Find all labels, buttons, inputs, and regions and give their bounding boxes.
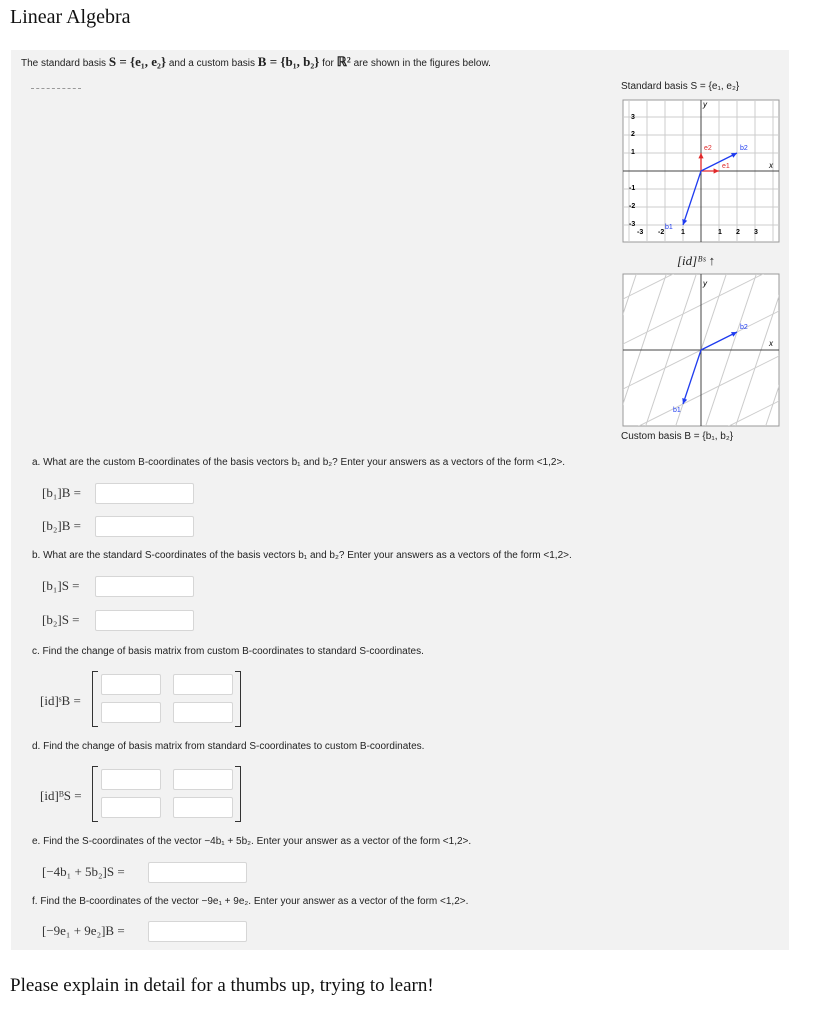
footer-note: Please explain in detail for a thumbs up, trying to learn! (10, 975, 434, 996)
x-tick-2: 2 (736, 229, 740, 236)
b2-label: b2 (740, 324, 748, 331)
x-tick-m2: -2 (658, 229, 665, 236)
matrix-c-cell-11[interactable] (101, 674, 161, 695)
matrix-c-cell-21[interactable] (101, 702, 161, 723)
id-S-to-B-label: [id]ᴮS = (40, 788, 82, 803)
b2-S-input[interactable] (95, 610, 194, 631)
matrix-d-cell-11[interactable] (101, 769, 161, 790)
matrix-d-cell-21[interactable] (101, 797, 161, 818)
y-axis-label: y (703, 100, 707, 109)
vector-e-input[interactable] (148, 862, 247, 883)
x-tick-1: 1 (718, 229, 722, 236)
matrix-d-cell-22[interactable] (173, 797, 233, 818)
page-title: Linear Algebra (10, 6, 131, 28)
id-B-to-S-label: [id]ˢB = (40, 693, 81, 708)
x-axis-label: x (769, 161, 773, 170)
matrix-c-cell-22[interactable] (173, 702, 233, 723)
y-tick-m1: -1 (629, 185, 636, 192)
intro-text: The standard basis S = {e₁, e₂} and a custom basis B = {b₁, b₂} for ℝ² are shown in the figures below. (21, 54, 491, 69)
x-tick-m1: 1 (681, 229, 685, 236)
x-tick-m3: -3 (637, 229, 644, 236)
y-tick-3: 3 (631, 114, 635, 121)
question-f-text: f. Find the B-coordinates of the vector −9e₁ + 9e₂. Enter your answer as a vector of the form <1,2>. (32, 896, 469, 907)
y-axis-label: y (703, 279, 707, 288)
custom-graph-caption: Custom basis B = {b₁, b₂} (621, 431, 734, 442)
matrix-bracket-right (235, 766, 241, 822)
question-c-text: c. Find the change of basis matrix from custom B-coordinates to standard S-coordinates. (32, 646, 424, 657)
vector-f-input[interactable] (148, 921, 247, 942)
vector-f-label: [−9e₁ + 9e₂]B = (42, 923, 125, 938)
problem-panel (11, 50, 789, 950)
matrix-bracket-left (92, 671, 98, 727)
b1-B-label: [b₁]B = (42, 485, 81, 500)
y-tick-2: 2 (631, 131, 635, 138)
b1-label: b1 (665, 224, 673, 231)
standard-basis-graph (614, 98, 784, 248)
y-tick-1: 1 (631, 149, 635, 156)
matrix-c-cell-12[interactable] (173, 674, 233, 695)
x-tick-3: 3 (754, 229, 758, 236)
y-tick-m3: -3 (629, 221, 636, 228)
b1-B-input[interactable] (95, 483, 194, 504)
y-tick-m2: -2 (629, 203, 636, 210)
b2-S-label: [b₂]S = (42, 612, 80, 627)
standard-graph-caption: Standard basis S = {e₁, e₂} (621, 81, 740, 92)
e2-label: e2 (704, 145, 712, 152)
b1-label: b1 (673, 407, 681, 414)
matrix-bracket-right (235, 671, 241, 727)
question-e-text: e. Find the S-coordinates of the vector −4b₁ + 5b₂. Enter your answer as a vector of the form <1,2>. (32, 836, 472, 847)
question-b-text: b. What are the standard S-coordinates of the basis vectors b₁ and b₂? Enter your answers as a vectors of the form <1,2>. (32, 550, 572, 561)
matrix-d-cell-12[interactable] (173, 769, 233, 790)
question-d-text: d. Find the change of basis matrix from standard S-coordinates to custom B-coordinates. (32, 741, 425, 752)
b1-S-input[interactable] (95, 576, 194, 597)
b2-B-label: [b₂]B = (42, 518, 81, 533)
vector-e-label: [−4b₁ + 5b₂]S = (42, 864, 125, 879)
b2-B-input[interactable] (95, 516, 194, 537)
b1-S-label: [b₁]S = (42, 578, 80, 593)
transform-arrow-label: [id]ᴮˢ ↑ (677, 253, 716, 268)
divider (31, 88, 81, 93)
custom-basis-graph (614, 272, 784, 430)
x-axis-label: x (769, 339, 773, 348)
e1-label: e1 (722, 163, 730, 170)
question-a-text: a. What are the custom B-coordinates of the basis vectors b₁ and b₂? Enter your answers as a vectors of the form <1,2>. (32, 457, 566, 468)
matrix-bracket-left (92, 766, 98, 822)
b2-label: b2 (740, 145, 748, 152)
